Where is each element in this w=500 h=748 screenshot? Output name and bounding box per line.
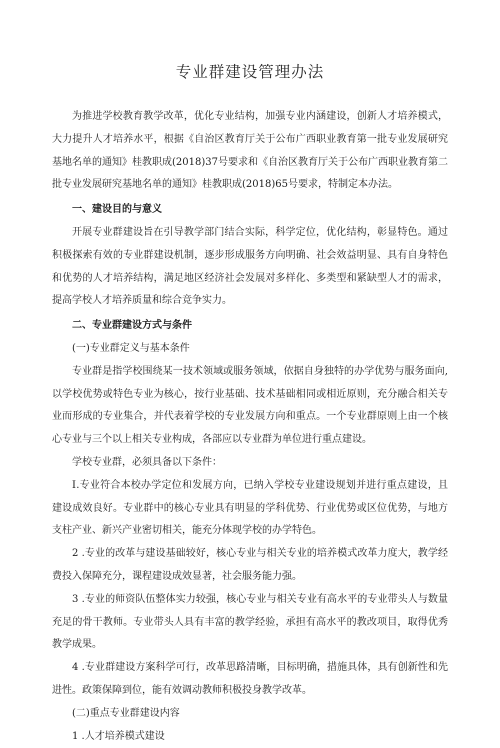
- purpose-paragraph: 开展专业群建设旨在引导教学部门结合实际，科学定位，优化结构，彰显特色。通过积极探索有效的专业群建设机制，逐步形成服务方向明确、社会效益明显、具有自身特色和优势的人才培养结构，满足地区经济社会发展对多样化、多类型和紧缺型人才的需求，提高学校人才培养质量和综合竞争实力。: [52, 226, 448, 307]
- subsection-heading-content: (二)重点专业群建设内容: [72, 707, 180, 719]
- condition-item-4: 4 .专业群建设方案科学可行，改革思路清晰，目标明确，措施具体，具有创新性和先进性。政策保障到位，能有效调动教师积极投身教学改革。: [52, 662, 448, 696]
- condition-item-3: 3 .专业的师资队伍整体实力较强，核心专业与相关专业有高水平的专业带头人与数量充足的骨干教师。专业带头人具有丰富的教学经验，承担有高水平的教改项目，取得优秀教学成果。: [52, 593, 448, 651]
- condition-item-1: Ⅰ.专业符合本校办学定位和发展方向，已纳入学校专业建设规划并进行重点建设，且建设成效良好。专业群中的核心专业具有明显的学科优势、行业优势或区位优势，与地方支柱产业、新兴产业密切相关，能充分体现学校的办学特色。: [52, 479, 448, 537]
- conditions-intro: 学校专业群，必须具备以下条件：: [72, 456, 222, 468]
- content-item-1: 1 .人才培养模式建设: [72, 730, 165, 742]
- intro-paragraph: 为推进学校教育教学改革，优化专业结构，加强专业内涵建设，创新人才培养模式，大力提升人才培养水平，根据《自治区教育厅关于公布广西职业教育第一批专业发展研究基地名单的通知》桂教职成(2018)37号要求和《自治区教育厅关于公布广西职业教育第二批专业发展研究基地名单的通知》桂教职成(2018)65号要求，特制定本办法。: [52, 111, 448, 191]
- condition-item-2: 2 .专业的改革与建设基础较好，核心专业与相关专业的培养模式改革力度大，教学经费投入保障充分，课程建设成效显著，社会服务能力强。: [52, 548, 448, 582]
- section-heading-methods: 二、专业群建设方式与条件: [72, 320, 192, 332]
- subsection-heading-definition: (一)专业群定义与基本条件: [72, 342, 190, 354]
- section-heading-purpose: 一、建设目的与意义: [72, 204, 162, 216]
- definition-paragraph: 专业群是指学校围绕某一技术领域或服务领域，依据自身独特的办学优势与服务面向,以学校优势或特色专业为核心，按行业基础、技术基础相同或相近原则，充分融合相关专业而形成的专业集合，并代表着学校的专业发展方向和重点。一个专业群原则上由一个核心专业与三个以上相关专业构成，各部应以专业群为单位进行重点建设。: [52, 365, 448, 446]
- page-title: 专业群建设管理办法: [175, 63, 325, 81]
